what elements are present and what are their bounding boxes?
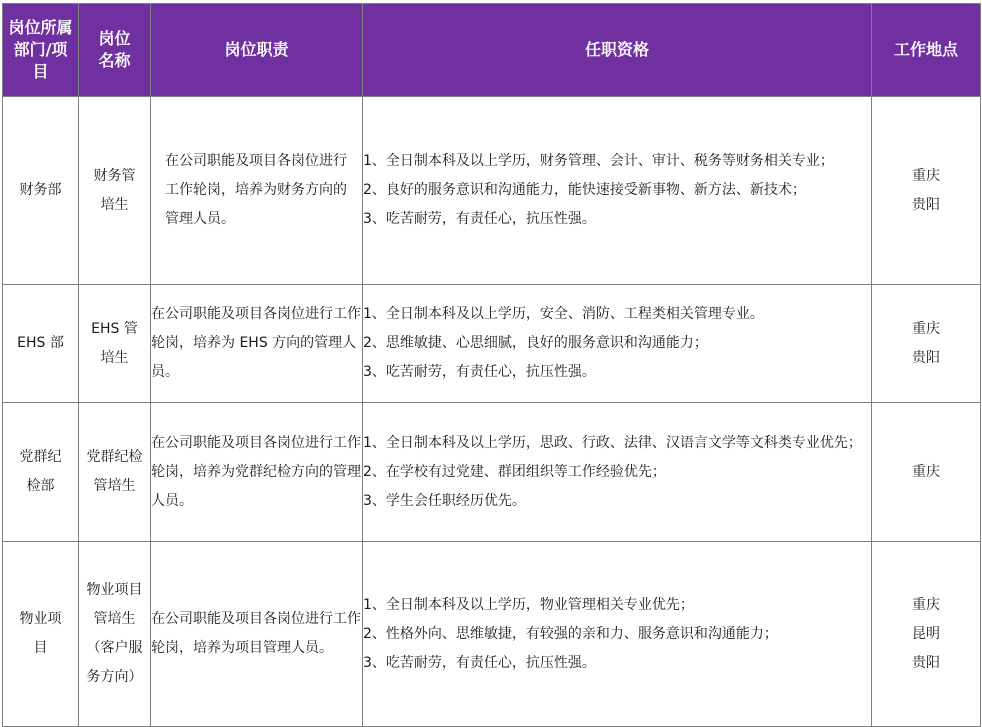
dept-cell: 财务部: [3, 97, 79, 285]
duty-cell: 在公司职能及项目各岗位进行工作轮岗，培养为 EHS 方向的管理人员。: [151, 285, 363, 403]
requirements-cell: [363, 97, 872, 285]
job-table: [2, 3, 981, 727]
position-name-cell: EHS 管培生: [79, 285, 151, 403]
requirement-item: 2、思维敏捷、心思细腻，良好的服务意识和沟通能力；: [363, 335, 708, 351]
location-cell: [872, 403, 981, 542]
position-name-cell: 党群纪检管培生: [79, 403, 151, 542]
header-location: 工作地点: [872, 4, 981, 97]
position-name-cell: 物业项目管培生（客户服务方向）: [79, 542, 151, 727]
duty-cell: 在公司职能及项目各岗位进行工作轮岗，培养为财务方向的管理人员。: [151, 97, 363, 285]
location-item: 重庆: [912, 320, 940, 337]
dept-cell: 物业项目: [3, 542, 79, 727]
location-item: 贵阳: [912, 349, 940, 366]
header-name: 岗位名称: [79, 4, 151, 97]
requirement-item: 3、学生会任职经历优先。: [363, 492, 526, 509]
requirement-item: 1、全日制本科及以上学历，财务管理、会计、审计、税务等财务相关专业；: [363, 153, 834, 169]
header-duty: 岗位职责: [151, 4, 363, 97]
dept-cell: EHS 部: [3, 285, 79, 403]
requirement-item: 2、性格外向、思维敏捷，有较强的亲和力、服务意识和沟通能力；: [363, 625, 778, 642]
location-item: 重庆: [912, 167, 940, 184]
header-dept: 岗位所属部门/项目: [3, 4, 79, 97]
table-row: [3, 97, 981, 285]
location-item: 重庆: [912, 596, 940, 613]
location-item: 昆明: [912, 625, 940, 642]
table-row: [3, 403, 981, 542]
requirement-item: 1、全日制本科及以上学历，思政、行政、法律、汉语言文学等文科类专业优先；: [363, 434, 862, 451]
table-row: [3, 542, 981, 727]
position-name-cell: 财务管培生: [79, 97, 151, 285]
table-header-row: [3, 4, 981, 97]
requirement-item: 1、全日制本科及以上学历，物业管理相关专业优先；: [363, 596, 694, 613]
requirement-item: 2、在学校有过党建、群团组织等工作经验优先；: [363, 463, 666, 480]
location-item: 重庆: [912, 463, 940, 480]
requirements-cell: [363, 285, 872, 403]
table-row: [3, 285, 981, 403]
location-cell: [872, 542, 981, 727]
requirements-cell: [363, 403, 872, 542]
requirements-cell: [363, 542, 872, 727]
requirement-item: 3、吃苦耐劳，有责任心，抗压性强。: [363, 211, 596, 227]
header-requirements: 任职资格: [363, 4, 872, 97]
requirement-item: 2、良好的服务意识和沟通能力，能快速接受新事物、新方法、新技术；: [363, 182, 806, 198]
location-item: 贵阳: [912, 196, 940, 213]
requirement-item: 3、吃苦耐劳，有责任心，抗压性强。: [363, 364, 596, 380]
duty-cell: 在公司职能及项目各岗位进行工作轮岗，培养为党群纪检方向的管理人员。: [151, 403, 363, 542]
location-item: 贵阳: [912, 654, 940, 671]
dept-cell: 党群纪检部: [3, 403, 79, 542]
location-cell: [872, 97, 981, 285]
location-cell: [872, 285, 981, 403]
requirement-item: 3、吃苦耐劳，有责任心，抗压性强。: [363, 654, 596, 671]
duty-cell: 在公司职能及项目各岗位进行工作轮岗，培养为项目管理人员。: [151, 542, 363, 727]
requirement-item: 1、全日制本科及以上学历，安全、消防、工程类相关管理专业。: [363, 306, 764, 322]
